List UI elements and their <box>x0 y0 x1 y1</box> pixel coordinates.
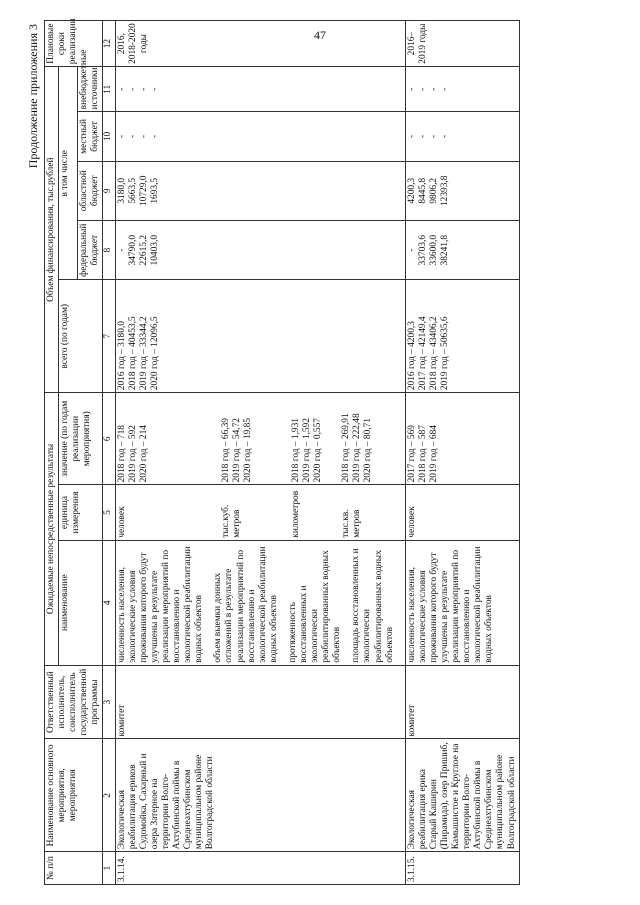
hdr-including: в том числе <box>59 67 78 280</box>
total-item: 2019 год – 33344,2 <box>138 316 149 391</box>
col-number: 3 <box>103 665 115 739</box>
indicator-unit: человек <box>116 506 127 538</box>
hdr-total: всего (по годам) <box>59 280 103 393</box>
local-item: - <box>417 134 428 139</box>
extra-item: - <box>406 87 417 91</box>
col-number: 2 <box>103 739 115 852</box>
extra-item: - <box>149 87 160 91</box>
value-item: 2019 год – 684 <box>428 425 439 483</box>
col-number: 4 <box>103 540 115 665</box>
value-item: 2018 год – 1,931 <box>290 418 301 483</box>
row-terms: 2016–2019 годы <box>405 21 519 67</box>
row-name: Экологическая реабилитация ерика Старый Каширин (Пирамида), озер Пришиб, Камышистое и Круглое на территории Волго-Ахтубинской поймы в Среднеахтубинском муниципальном районе Волгоградской области <box>405 739 519 852</box>
hdr-terms: Плановые сроки реализации <box>45 21 103 67</box>
continuation-label: Продолжение приложения 3 <box>26 24 40 169</box>
regional-item: 5663,5 <box>127 177 138 204</box>
hdr-unit: единица измерения <box>59 485 103 540</box>
funding-table <box>44 20 520 885</box>
hdr-name: Наименование основного мероприятия, мероприятия <box>45 739 103 852</box>
value-group <box>291 395 333 482</box>
indicator-unit: километров <box>290 490 301 538</box>
hdr-local: местный бюджет <box>78 112 103 161</box>
row-responsible: комитет <box>405 665 519 739</box>
regional-item: 1693,5 <box>149 177 160 204</box>
regional-item: 3180,0 <box>116 177 127 204</box>
federal-budget <box>405 220 519 279</box>
row-name: Экологическая реабилитация ериков Судомойка, Сахарный и озера Затерное на территории Волго-Ахтубинской поймы в Среднеахтубинском муниципальном районе Волгоградской области <box>115 739 405 852</box>
hdr-federal: федеральный бюджет <box>78 220 103 279</box>
federal-item: - <box>406 248 417 252</box>
extra-budget <box>115 67 405 112</box>
local-item: - <box>116 134 127 139</box>
value-group <box>117 395 213 482</box>
local-item: - <box>138 134 149 139</box>
total-item: 2017 год – 42149,4 <box>417 316 428 391</box>
total-by-year <box>405 280 519 393</box>
col-number: 5 <box>103 485 115 540</box>
value-item: 2018 год – 718 <box>116 425 127 483</box>
table-row <box>405 21 519 885</box>
federal-item: - <box>116 248 127 252</box>
extra-item: - <box>138 87 149 91</box>
local-budget <box>405 112 519 161</box>
indicator-units <box>115 485 405 540</box>
value-item: 2018 год – 587 <box>417 425 428 483</box>
hdr-n: № п/п <box>45 852 103 885</box>
indicator-names <box>115 540 405 665</box>
federal-item: 38241,8 <box>440 234 450 266</box>
indicator-name: площадь восстановленных и экологически реабилитированных водных объектов <box>351 548 395 663</box>
total-item: 2018 год – 43406,2 <box>428 316 439 391</box>
federal-item: 22615,2 <box>138 234 149 266</box>
extra-item: - <box>428 87 439 91</box>
col-number: 11 <box>103 67 115 112</box>
table-row <box>115 21 405 885</box>
col-number: 6 <box>103 393 115 485</box>
indicator-name: численность населения, экологические условия проживания которого будут улучшены в результате реализации мероприятий по восстановлению и экологической реабилитации водных объектов <box>405 540 519 665</box>
total-by-year <box>115 280 405 393</box>
indicator-name: объем выемки донных отложений в результате реализации мероприятий по восстановлению и экологической реабилитации водных объектов <box>213 546 279 663</box>
federal-item: 34790,0 <box>127 234 138 266</box>
column-numbers-row <box>103 21 115 885</box>
value-group <box>341 395 374 482</box>
indicator-name: численность населения, экологические условия проживания которого будут улучшены в результате реализации мероприятий по восстановлению и экологической реабилитации водных объектов <box>116 546 205 663</box>
local-item: - <box>440 134 450 139</box>
rotated-table-sheet <box>22 20 617 885</box>
value-item: 2019 год – 54,72 <box>231 418 242 483</box>
hdr-value: значение (по годам реализации мероприятия) <box>59 393 103 485</box>
extra-item: - <box>116 87 127 91</box>
row-responsible: комитет <box>115 665 405 739</box>
hdr-responsible: Ответственный исполнитель, соисполнитель государственной программы <box>45 665 103 739</box>
federal-item: 33600,0 <box>428 234 439 266</box>
hdr-indicator-name: наименование <box>59 540 103 665</box>
extra-item: - <box>440 87 450 91</box>
federal-budget <box>115 220 405 279</box>
local-item: - <box>406 134 417 139</box>
col-number: 8 <box>103 220 115 279</box>
value-item: 2020 год – 80,71 <box>362 418 373 483</box>
local-budget <box>115 112 405 161</box>
federal-item: 10403,0 <box>149 234 160 266</box>
total-item: 2020 год – 12096,5 <box>149 316 160 391</box>
extra-item: - <box>417 87 428 91</box>
federal-item: 33703,6 <box>417 234 428 266</box>
hdr-extra: внебюджетные источники <box>78 67 103 112</box>
regional-item: 10729,0 <box>138 175 149 206</box>
indicator-values <box>115 393 405 485</box>
hdr-funding: Объем финансирования, тыс.рублей <box>45 67 59 393</box>
value-item: 2020 год – 19,85 <box>242 418 253 483</box>
indicator-unit: тыс.куб. метров <box>220 504 242 538</box>
local-item: - <box>127 134 138 139</box>
indicator-unit: человек <box>405 485 519 540</box>
regional-item: 9806,2 <box>428 177 439 204</box>
col-number: 1 <box>103 852 115 885</box>
value-item: 2020 год – 214 <box>138 425 149 483</box>
local-item: - <box>149 134 160 139</box>
hdr-expected: Ожидаемые непосредственные результаты <box>45 393 59 666</box>
local-item: - <box>428 134 439 139</box>
row-terms: 2016, 2018-2020 годы <box>115 21 405 67</box>
col-number: 12 <box>103 21 115 67</box>
total-item: 2016 год – 4200,3 <box>406 321 417 391</box>
regional-item: 8445,8 <box>417 177 428 204</box>
col-number: 10 <box>103 112 115 161</box>
value-item: 2018 год – 269,91 <box>340 413 351 483</box>
regional-item: 12393,8 <box>440 175 450 206</box>
value-item: 2020 год – 0,557 <box>312 418 323 483</box>
total-item: 2016 год – 3180,0 <box>116 321 127 391</box>
indicator-name: протяженность восстановленных и экологически реабилитированных водных объектов <box>287 550 343 663</box>
value-item: 2019 год – 592 <box>127 425 138 483</box>
value-group <box>221 395 283 482</box>
value-item: 2017 год – 569 <box>406 425 417 483</box>
total-item: 2019 год – 50635,6 <box>440 316 450 391</box>
indicator-values <box>405 393 519 485</box>
col-number: 9 <box>103 161 115 220</box>
value-item: 2018 год – 66,39 <box>220 418 231 483</box>
total-item: 2018 год – 40453,5 <box>127 316 138 391</box>
row-number: 3.1.14. <box>115 852 405 885</box>
col-number: 7 <box>103 280 115 393</box>
regional-item: 4200,3 <box>406 177 417 204</box>
page-number: 47 <box>314 28 326 42</box>
row-number: 3.1.15. <box>405 852 519 885</box>
extra-item: - <box>127 87 138 91</box>
indicator-unit: тыс.кв. метров <box>340 509 362 538</box>
regional-budget <box>405 161 519 220</box>
value-item: 2019 год – 222,48 <box>351 413 362 483</box>
value-item: 2019 год – 1,592 <box>301 418 312 483</box>
regional-budget <box>115 161 405 220</box>
hdr-regional: областной бюджет <box>78 161 103 220</box>
extra-budget <box>405 67 519 112</box>
